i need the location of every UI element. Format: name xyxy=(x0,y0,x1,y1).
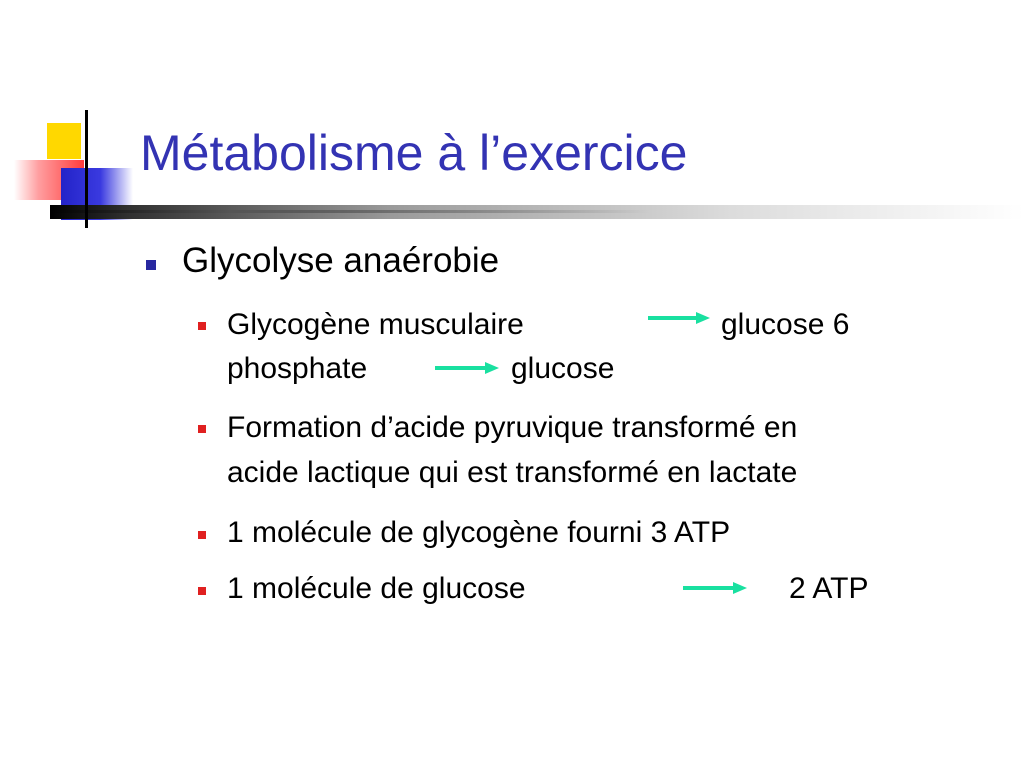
small-square-bullet-icon xyxy=(198,587,206,595)
sub-bullet-1-line-1-left: Glycogène musculaire xyxy=(227,308,524,341)
sub-bullet-1-line-1-right: glucose 6 xyxy=(721,308,850,341)
small-square-bullet-icon xyxy=(198,425,206,433)
right-arrow-icon xyxy=(648,310,710,326)
small-square-bullet-icon xyxy=(198,531,206,539)
decorative-logo xyxy=(0,0,200,240)
small-square-bullet-icon xyxy=(198,322,206,330)
square-bullet-icon xyxy=(146,260,156,270)
sub-bullet-4-left: 1 molécule de glucose xyxy=(227,572,526,605)
sub-bullet-3-line-1: 1 molécule de glycogène fourni 3 ATP xyxy=(227,516,731,549)
slide-title: Métabolisme à l’exercice xyxy=(140,125,688,181)
main-bullet-text: Glycolyse anaérobie xyxy=(182,241,500,280)
sub-bullet-1-line-2-right: glucose xyxy=(511,352,615,385)
sub-bullet-2-line-1: Formation d’acide pyruvique transformé en xyxy=(227,411,798,444)
right-arrow-icon xyxy=(435,360,499,376)
title-underline-core xyxy=(50,210,650,213)
vertical-accent-line xyxy=(85,110,88,228)
yellow-square-decoration xyxy=(47,123,81,159)
sub-bullet-1-line-2-left: phosphate xyxy=(227,352,368,385)
sub-bullet-2-line-2: acide lactique qui est transformé en lactate xyxy=(227,456,798,489)
right-arrow-icon xyxy=(683,580,747,596)
sub-bullet-4-right: 2 ATP xyxy=(789,572,869,605)
